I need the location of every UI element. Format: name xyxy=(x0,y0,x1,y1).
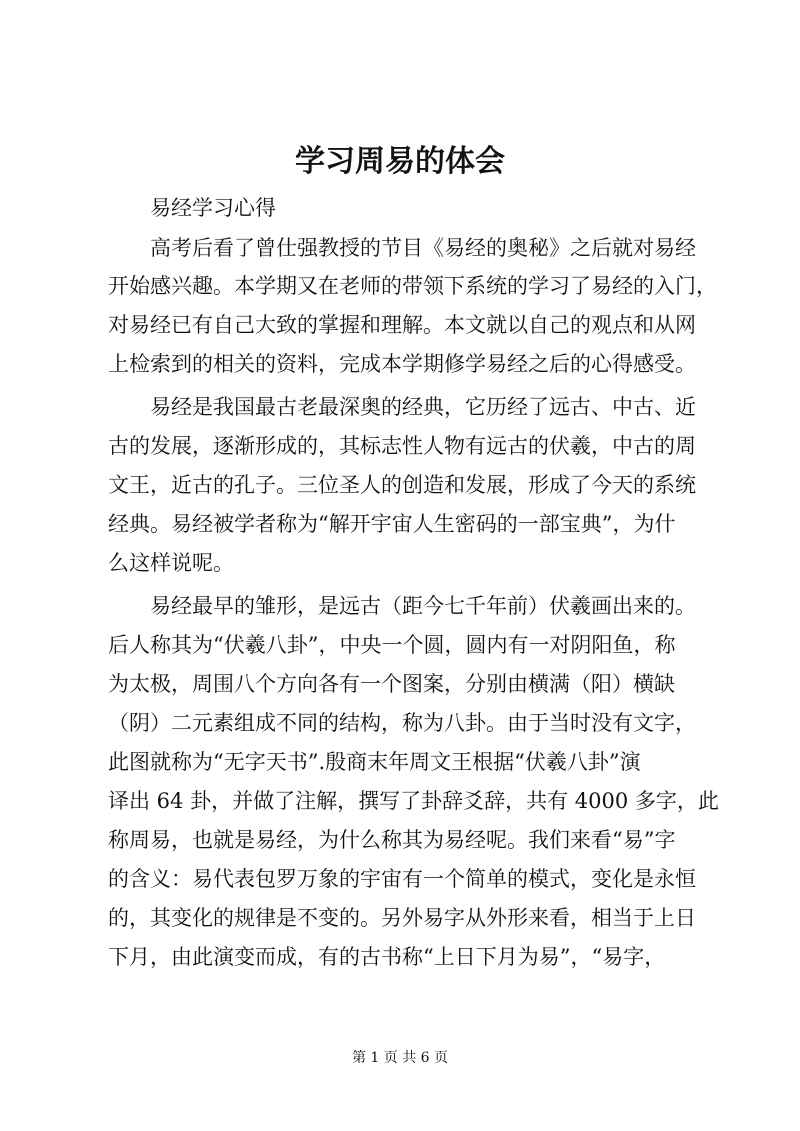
paragraph-line: 高考后看了曾仕强教授的节目《易经的奥秘》之后就对易经 xyxy=(150,236,696,260)
paragraph-line: 的，其变化的规律是不变的。另外易字从外形来看，相当于上日 xyxy=(108,906,696,930)
paragraph-line: 下月，由此演变而成，有的古书称“上日下月为易”，“易字， xyxy=(108,945,666,969)
document-title: 学习周易的体会 xyxy=(295,144,505,179)
paragraph-line: 译出 64 卦，并做了注解，撰写了卦辞爻辞，共有 4000 多字，此 xyxy=(108,789,719,813)
paragraph-line: 古的发展，逐渐形成的，其标志性人物有远古的伏羲，中古的周 xyxy=(108,434,696,458)
paragraph-line: 的含义：易代表包罗万象的宇宙有一个简单的模式，变化是永恒 xyxy=(108,867,696,891)
paragraph-line: 文王，近古的孔子。三位圣人的创造和发展，形成了今天的系统 xyxy=(108,473,696,497)
paragraph-line: 么这样说呢。 xyxy=(108,551,234,575)
paragraph-line: 开始感兴趣。本学期又在老师的带领下系统的学习了易经的入门， xyxy=(108,274,717,298)
paragraph-line: 为太极，周围八个方向各有一个图案，分别由横满（阳）横缺 xyxy=(108,672,675,696)
paragraph-line: 上检索到的相关的资料，完成本学期修学易经之后的心得感受。 xyxy=(108,352,696,376)
paragraph-line: 对易经已有自己大致的掌握和理解。本文就以自己的观点和从网 xyxy=(108,313,696,337)
paragraph-line: 此图就称为“无字天书”.殷商末年周文王根据“伏羲八卦”演 xyxy=(108,750,641,774)
paragraph-line: 称周易，也就是易经，为什么称其为易经呢。我们来看“易”字 xyxy=(108,828,676,852)
paragraph-line: 易经最早的雏形，是远古（距今七千年前）伏羲画出来的。 xyxy=(150,594,696,618)
page-number-footer: 第 1 页 共 6 页 xyxy=(351,1050,449,1066)
paragraph-line: 经典。易经被学者称为“解开宇宙人生密码的一部宝典”，为什 xyxy=(108,512,676,536)
document-subtitle: 易经学习心得 xyxy=(150,196,276,220)
paragraph-line: （阴）二元素组成不同的结构，称为八卦。由于当时没有文字， xyxy=(108,711,696,735)
paragraph-line: 后人称其为“伏羲八卦”，中央一个圆，圆内有一对阴阳鱼，称 xyxy=(108,633,676,657)
paragraph-line: 易经是我国最古老最深奥的经典，它历经了远古、中古、近 xyxy=(150,395,696,419)
